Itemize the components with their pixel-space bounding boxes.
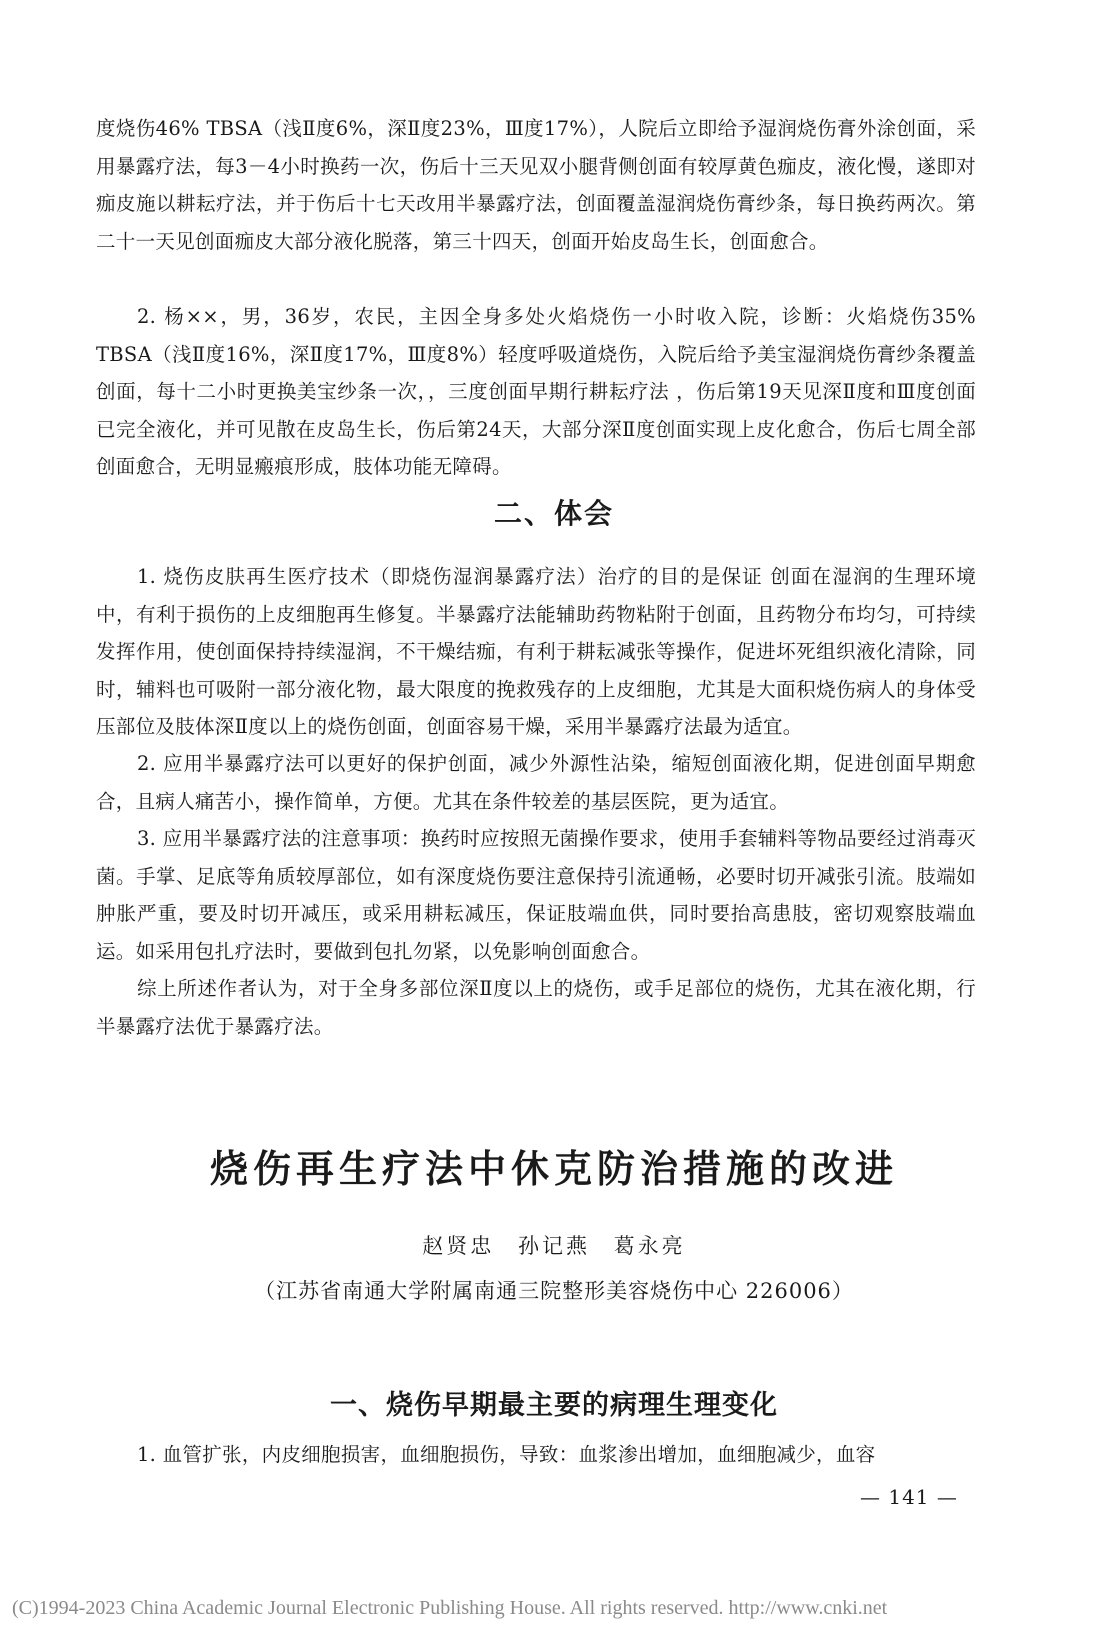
page-number: — 141 — xyxy=(860,1485,958,1509)
section-heading-insights: 二、体会 xyxy=(493,497,614,530)
copyright-footer: (C)1994-2023 China Academic Journal Electronic Publishing House. All rights reserved. http://www.cnki.net xyxy=(12,1597,888,1619)
article-authors: 赵贤忠 孙记燕 葛永亮 xyxy=(422,1234,686,1258)
insight-paragraph-1: 1. 烧伤皮肤再生医疗技术（即烧伤湿润暴露疗法）治疗的目的是保证 创面在湿润的生理环境中，有利于损伤的上皮细胞再生修复。半暴露疗法能辅助药物粘附于创面，且药物分布均匀，可持续发挥作用，使创面保持持续湿润，不干燥结痂，有利于耕耘减张等操作，促进坏死组织液化清除，同时，辅料也可吸附一部分液化物，最大限度的挽救残存的上皮细胞，尤其是大面积烧伤病人的身体受压部位及肢体深Ⅱ度以上的烧伤创面，创面容易干燥，采用半暴露疗法最为适宜。 xyxy=(96,565,976,738)
article-affiliation: （江苏省南通大学附属南通三院整形美容烧伤中心 226006） xyxy=(254,1279,854,1303)
insight-paragraph-2: 2. 应用半暴露疗法可以更好的保护创面，减少外源性沾染，缩短创面液化期，促进创面早期愈合，且病人痛苦小，操作简单，方便。尤其在条件较差的基层医院，更为适宜。 xyxy=(96,752,976,813)
case-2-paragraph: 2. 杨××，男，36岁，农民，主因全身多处火焰烧伤一小时收入院，诊断：火焰烧伤35% TBSA（浅Ⅱ度16%，深Ⅱ度17%，Ⅲ度8%）轻度呼吸道烧伤，入院后给予美宝湿润烧伤膏纱条覆盖创面，每十二小时更换美宝纱条一次，，三度创面早期行耕耘疗法 ，伤后第19天见深Ⅱ度和Ⅲ度创面已完全液化，并可见散在皮岛生长，伤后第24天，大部分深Ⅱ度创面实现上皮化愈合，伤后七周全部创面愈合，无明显瘢痕形成，肢体功能无障碍。 xyxy=(96,305,976,478)
article-title: 烧伤再生疗法中休克防治措施的改进 xyxy=(209,1147,898,1191)
conclusion-paragraph: 综上所述作者认为，对于全身多部位深Ⅱ度以上的烧伤，或手足部位的烧伤，尤其在液化期，行半暴露疗法优于暴露疗法。 xyxy=(96,977,976,1038)
insight-paragraph-3: 3. 应用半暴露疗法的注意事项：换药时应按照无菌操作要求，使用手套辅料等物品要经过消毒灭菌。手掌、足底等角质较厚部位，如有深度烧伤要注意保持引流通畅，必要时切开减张引流。肢端如肿胀严重，要及时切开减压，或采用耕耘减压，保证肢端血供，同时要抬高患肢，密切观察肢端血运。如采用包扎疗法时，要做到包扎勿紧，以免影响创面愈合。 xyxy=(96,827,976,963)
continued-case-paragraph: 度烧伤46% TBSA（浅Ⅱ度6%，深Ⅱ度23%，Ⅲ度17%），人院后立即给予湿润烧伤膏外涂创面，采用暴露疗法，每3－4小时换药一次，伤后十三天见双小腿背侧创面有较厚黄色痂皮，液化慢，遂即对痂皮施以耕耘疗法，并于伤后十七天改用半暴露疗法，创面覆盖湿润烧伤膏纱条，每日换药两次。第二十一天见创面痂皮大部分液化脱落，第三十四天，创面开始皮岛生长，创面愈合。 xyxy=(96,117,976,253)
article-paragraph-1: 1. 血管扩张，内皮细胞损害，血细胞损伤，导致：血浆渗出增加，血细胞减少，血容 xyxy=(136,1443,876,1466)
section-heading-pathophysiology: 一、烧伤早期最主要的病理生理变化 xyxy=(330,1390,778,1421)
